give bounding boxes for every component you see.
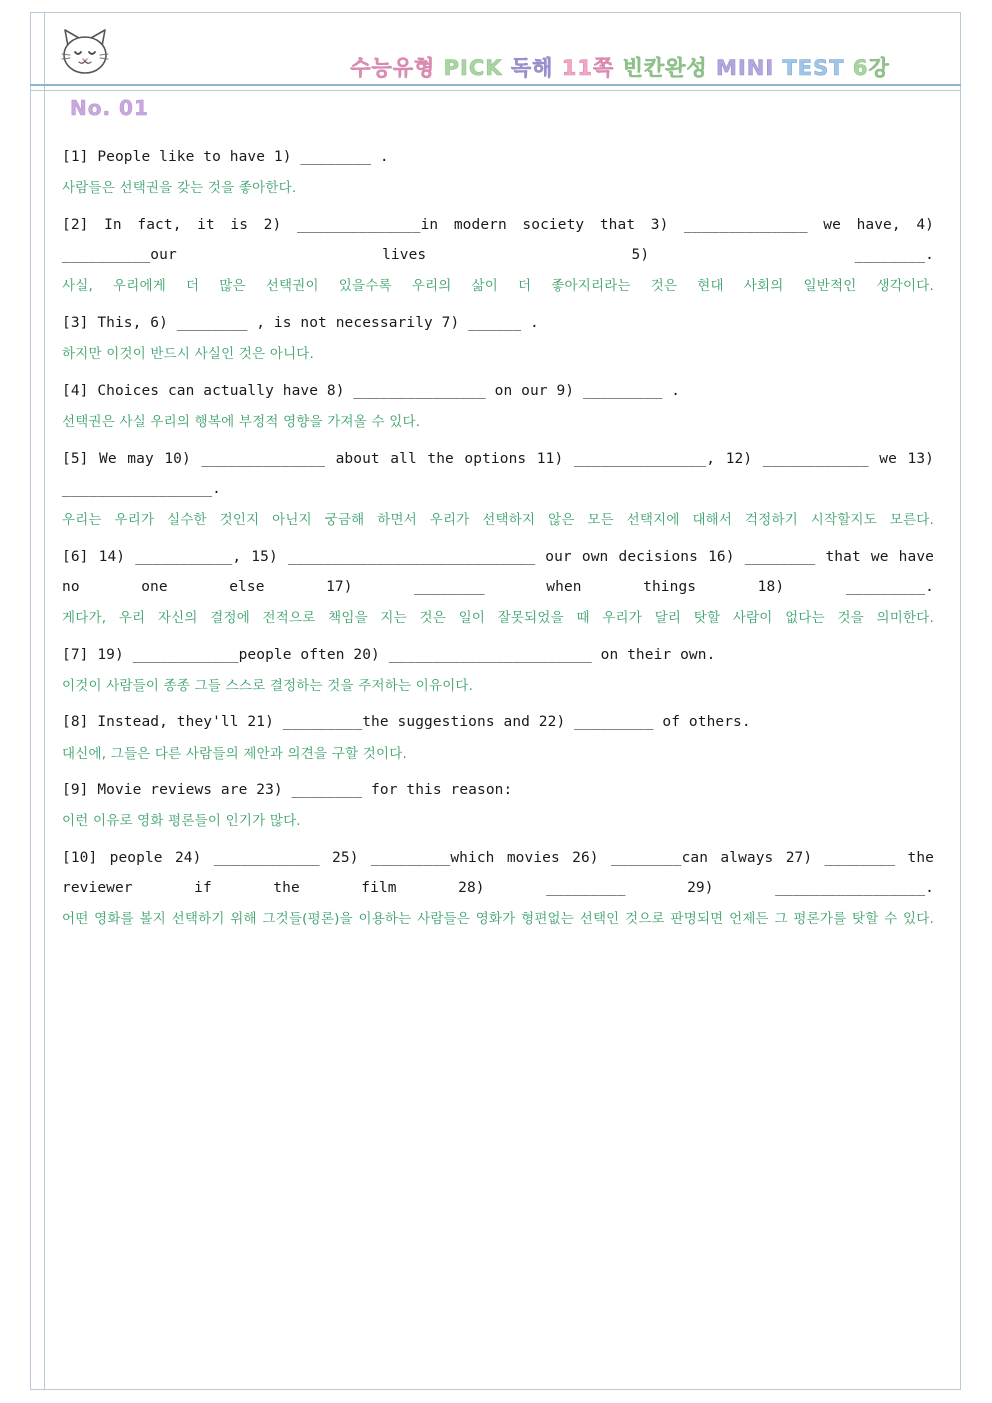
header-title-part-3: 독해 <box>510 56 554 80</box>
sentence-english-7: [7] 19) ____________people often 20) _______________________ on their own. <box>62 646 716 663</box>
sentence-korean-6: 게다가, 우리 자신의 결정에 전적으로 책임을 지는 것은 일이 잘못되었을 때 우리가 달리 탓할 사람이 없다는 것을 의미한다. <box>62 609 934 626</box>
sentence-english-2: [2] In fact, it is 2) ______________in modern society that 3) ______________ we have, 4) __________our lives 5) ________. <box>62 216 934 263</box>
sentence-english-1: [1] People like to have 1) ________ . <box>62 149 389 165</box>
sentence-english-10: [10] people 24) ____________ 25) _________which movies 26) ________can always 27) ________ the reviewer if the film 28) _________ 29) _________________. <box>62 850 934 897</box>
sentence-korean-8: 대신에, 그들은 다른 사람들의 제안과 의견을 구할 것이다. <box>62 745 407 762</box>
header-divider-thin <box>30 90 961 91</box>
sentence-korean-1: 사람들은 선택권을 갖는 것을 좋아한다. <box>62 180 297 197</box>
sentence-english-4: [4] Choices can actually have 8) _______________ on our 9) _________ . <box>62 382 681 399</box>
sentence-english-5: [5] We may 10) ______________ about all the options 11) _______________, 12) ____________ we 13) _________________. <box>62 450 934 497</box>
sentence-korean-9: 이런 이유로 영화 평론들이 인기가 많다. <box>62 813 301 830</box>
sentence-block-7 <box>62 640 934 702</box>
page-header <box>30 12 961 86</box>
header-title-part-6: MINI <box>716 56 775 80</box>
header-title-part-4: 11쪽 <box>561 56 615 80</box>
sentence-block-6 <box>62 542 934 634</box>
sentence-block-4 <box>62 376 934 438</box>
sentence-block-10 <box>62 843 934 935</box>
header-title-part-1: 수능유형 <box>350 56 436 80</box>
sentence-korean-2: 사실, 우리에게 더 많은 선택권이 있을수록 우리의 삶이 더 좋아지리라는 것은 현대 사회의 일반적인 생각이다. <box>62 278 934 295</box>
sentence-block-5 <box>62 444 934 536</box>
header-title-part-5: 빈칸완성 <box>622 56 708 80</box>
sentence-block-8 <box>62 707 934 769</box>
cat-face-logo-icon <box>48 24 122 80</box>
sentence-english-3: [3] This, 6) ________ , is not necessarily 7) ______ . <box>62 314 539 331</box>
header-title-part-2: PICK <box>443 56 503 80</box>
sentence-block-9 <box>62 775 934 837</box>
worksheet-content <box>62 96 934 941</box>
sentence-korean-5: 우리는 우리가 실수한 것인지 아닌지 궁금해 하면서 우리가 선택하지 않은 모든 선택지에 대해서 걱정하기 시작할지도 모른다. <box>62 511 934 528</box>
header-title <box>300 52 940 82</box>
header-divider-thick <box>30 84 961 86</box>
sentence-block-2 <box>62 210 934 302</box>
sentence-english-6: [6] 14) ___________, 15) ____________________________ our own decisions 16) ________ that we have no one else 17) ________ when things 18) _________. <box>62 548 934 595</box>
sentence-korean-3: 하지만 이것이 반드시 사실인 것은 아니다. <box>62 346 315 362</box>
header-title-part-7: TEST <box>782 56 845 80</box>
question-number: No. 01 <box>70 96 149 120</box>
sentence-english-9: [9] Movie reviews are 23) ________ for this reason: <box>62 782 513 799</box>
sentence-block-3 <box>62 308 934 370</box>
sentence-korean-4: 선택권은 사실 우리의 행복에 부정적 영향을 가져올 수 있다. <box>62 413 421 430</box>
sentence-block-1 <box>62 142 934 204</box>
sentence-korean-7: 이것이 사람들이 종종 그들 스스로 결정하는 것을 주저하는 이유이다. <box>62 677 474 694</box>
sentence-korean-10: 어떤 영화를 볼지 선택하기 위해 그것들(평론)을 이용하는 사람들은 영화가 형편없는 선택인 것으로 판명되면 언제든 그 평론가를 탓할 수 있다. <box>62 911 934 928</box>
sentence-english-8: [8] Instead, they'll 21) _________the suggestions and 22) _________ of others. <box>62 714 751 731</box>
header-title-part-8: 6강 <box>852 56 890 80</box>
